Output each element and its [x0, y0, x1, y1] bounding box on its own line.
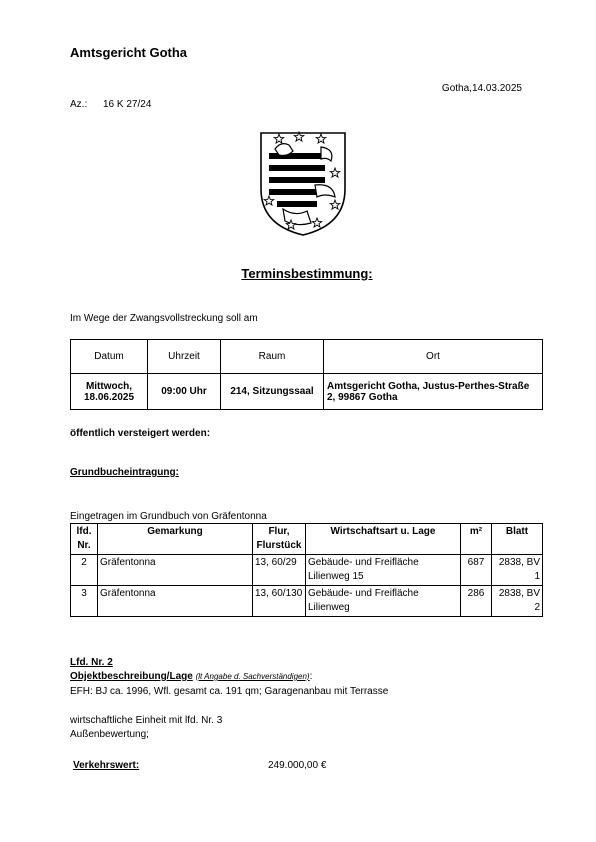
case-number — [70, 99, 151, 110]
row-art: Gebäude- und Freifläche Lilienweg 15 — [306, 555, 461, 586]
table-header-row — [71, 340, 543, 374]
header-ort: Ort — [324, 340, 543, 374]
economic-unit-text: wirtschaftliche Einheit mit lfd. Nr. 3 — [70, 715, 223, 726]
header-blatt: Blatt — [492, 524, 543, 555]
header-art: Wirtschaftsart u. Lage — [306, 524, 461, 555]
header-m2: m² — [461, 524, 492, 555]
efh-text: EFH: BJ ca. 1996, Wfl. gesamt ca. 191 qm; Garagenanbau mit Terrasse — [70, 686, 389, 697]
table-row — [71, 555, 543, 586]
table-header-row — [71, 524, 543, 555]
grundbuch-intro: Eingetragen im Grundbuch von Gräfentonna — [70, 511, 267, 522]
grundbuch-table — [70, 523, 543, 617]
market-value: 249.000,00 € — [268, 760, 327, 771]
auction-text: öffentlich versteigert werden: — [70, 428, 211, 439]
header-uhrzeit: Uhrzeit — [148, 340, 221, 374]
appointment-room: 214, Sitzungssaal — [221, 374, 324, 410]
row-flur: 13, 60/130 — [253, 586, 306, 617]
object-description-colon: : — [309, 671, 313, 682]
place-date: Gotha,14.03.2025 — [441, 83, 522, 94]
row-gemarkung: Gräfentonna — [98, 586, 253, 617]
object-description — [70, 671, 312, 682]
intro-text: Im Wege der Zwangsvollstreckung soll am — [70, 313, 258, 324]
row-blatt: 2838, BV 2 — [492, 586, 543, 617]
row-nr: 3 — [71, 586, 98, 617]
appointment-place: Amtsgericht Gotha, Justus-Perthes-Straße 2, 99867 Gotha — [324, 374, 543, 410]
row-m2: 286 — [461, 586, 492, 617]
object-description-label: Objektbeschreibung/Lage — [70, 671, 193, 682]
az-label: Az.: — [70, 99, 88, 110]
court-name: Amtsgericht Gotha — [70, 45, 188, 60]
coat-of-arms-icon — [255, 127, 351, 239]
header-datum: Datum — [71, 340, 148, 374]
table-row — [71, 374, 543, 410]
row-blatt: 2838, BV 1 — [492, 555, 543, 586]
row-nr: 2 — [71, 555, 98, 586]
lfd-nr-heading: Lfd. Nr. 2 — [70, 657, 113, 668]
grundbuch-heading: Grundbucheintragung: — [70, 467, 179, 478]
object-description-note: (lt Angabe d. Sachverständigen) — [195, 672, 310, 681]
header-nr: lfd. Nr. — [71, 524, 98, 555]
table-row — [71, 586, 543, 617]
row-m2: 687 — [461, 555, 492, 586]
appointment-date: Mittwoch, 18.06.2025 — [71, 374, 148, 410]
az-value: 16 K 27/24 — [103, 99, 152, 110]
outside-valuation-text: Außenbewertung; — [70, 729, 149, 740]
appointment-time: 09:00 Uhr — [148, 374, 221, 410]
header-flur: Flur, Flurstück — [253, 524, 306, 555]
market-value-label: Verkehrswert: — [73, 760, 140, 771]
row-art: Gebäude- und Freifläche Lilienweg — [306, 586, 461, 617]
row-gemarkung: Gräfentonna — [98, 555, 253, 586]
appointment-table — [70, 339, 543, 410]
row-flur: 13, 60/29 — [253, 555, 306, 586]
header-raum: Raum — [221, 340, 324, 374]
header-gemarkung: Gemarkung — [98, 524, 253, 555]
page-title: Terminsbestimmung: — [241, 266, 373, 281]
